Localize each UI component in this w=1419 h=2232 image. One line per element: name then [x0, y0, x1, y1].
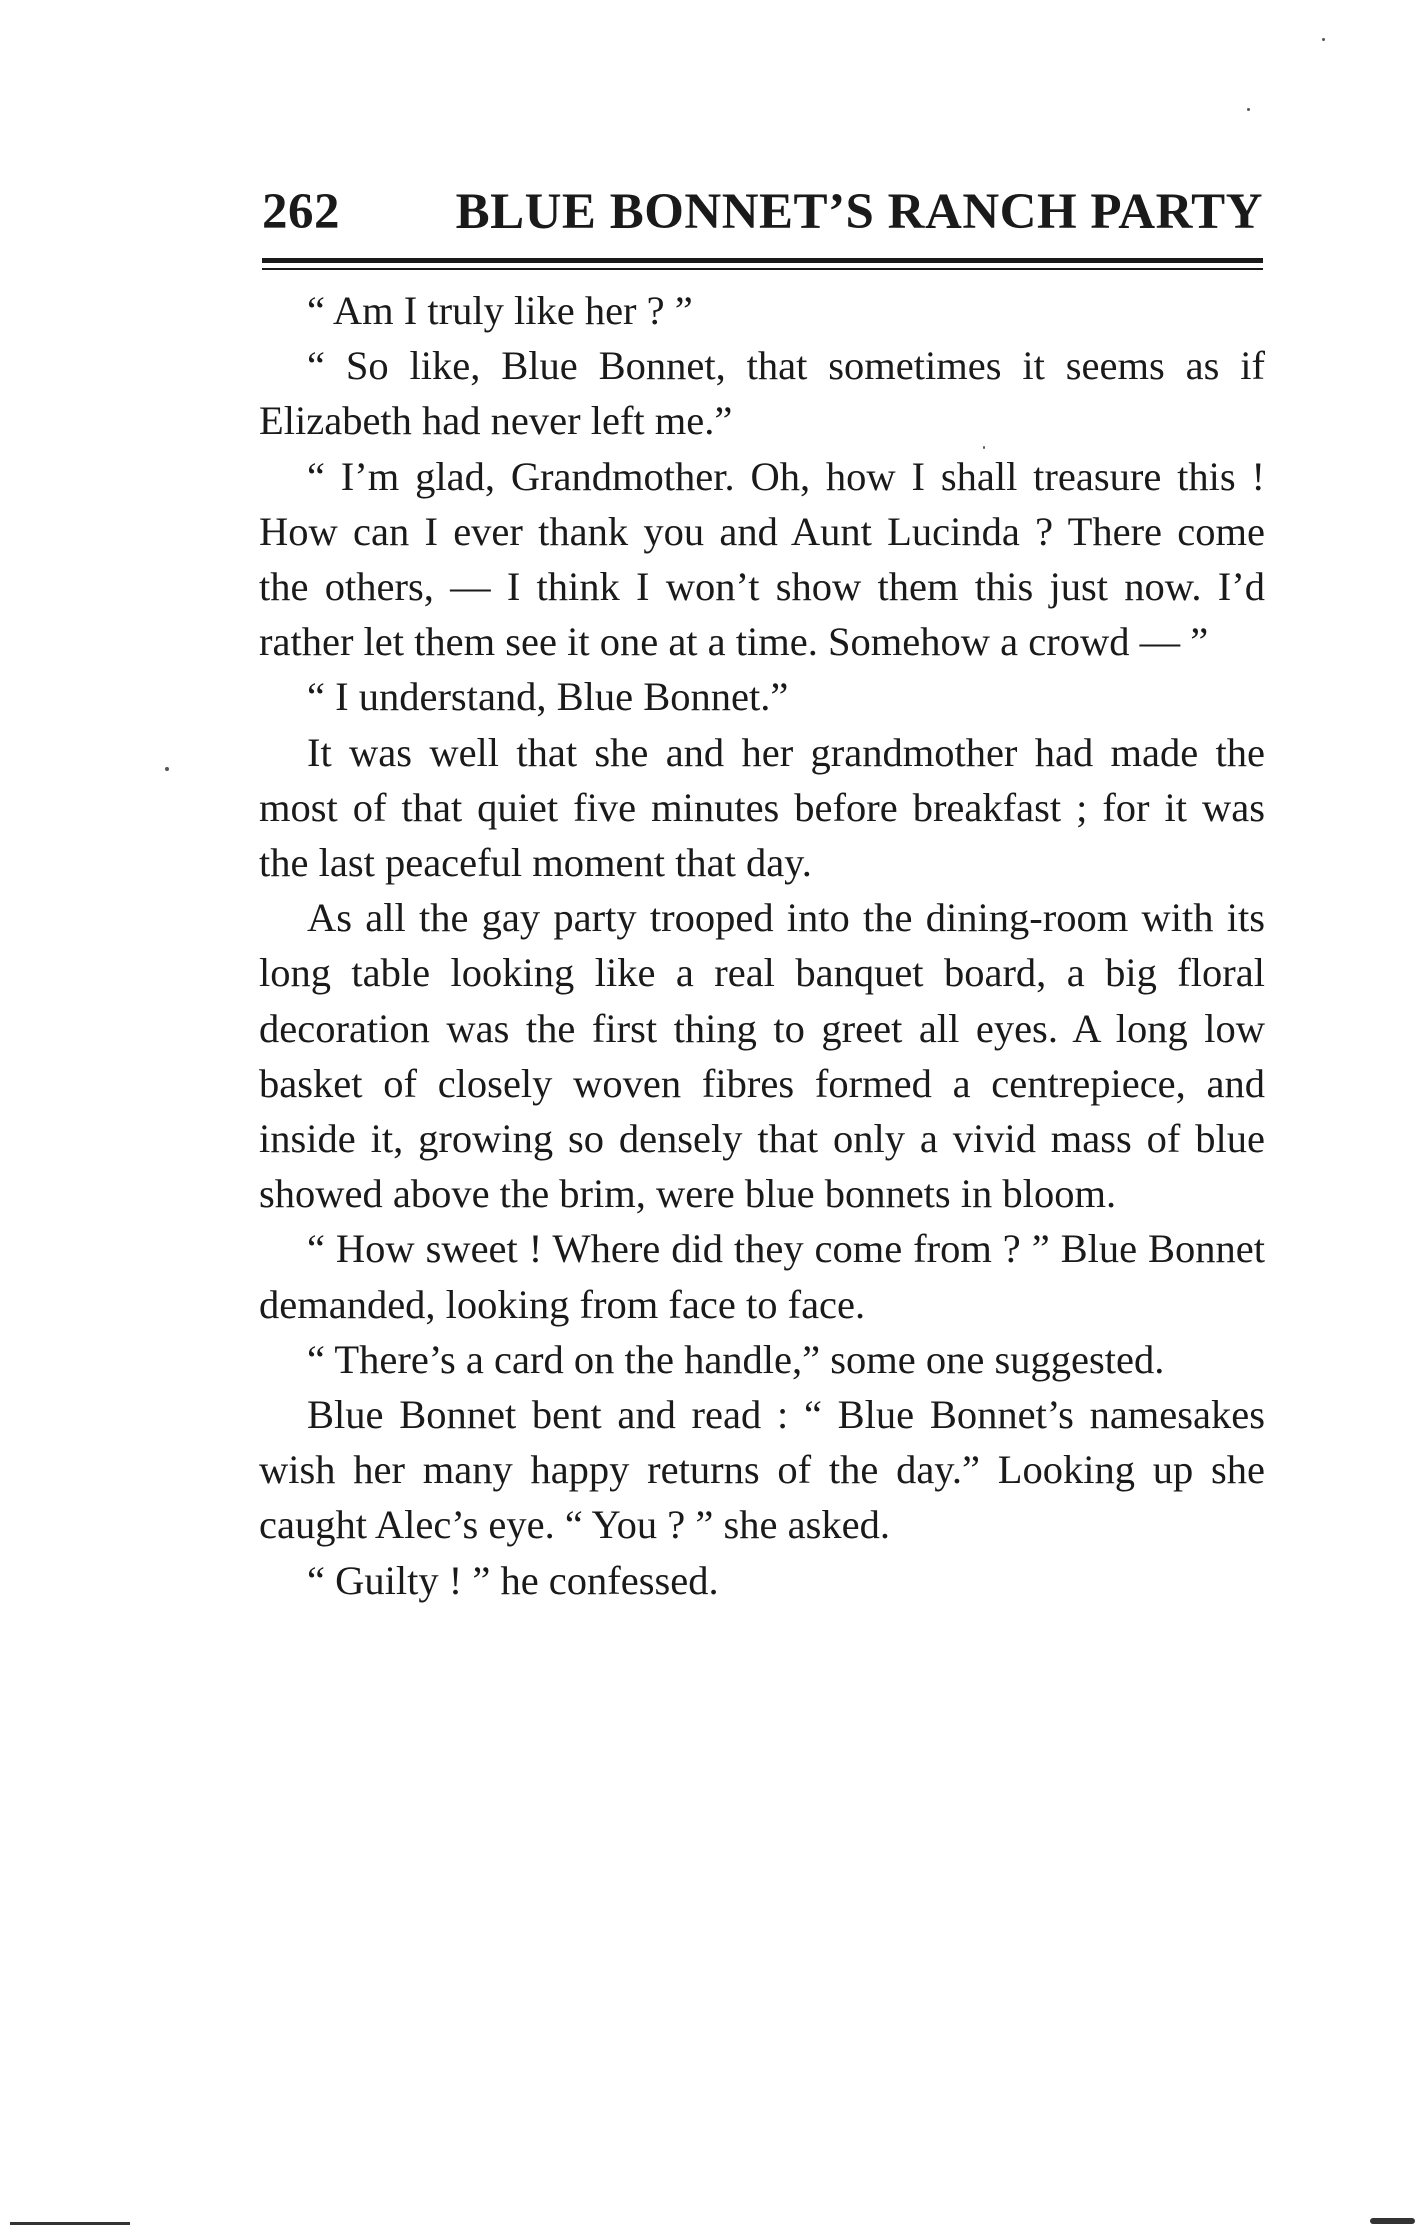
paragraph: “ I understand, Blue Bonnet.”	[307, 674, 789, 720]
paragraph: “ I’m glad, Grandmother. Oh, how I shall treasure this ! How can I ever thank you and Aunt Lucinda ? There come the others, — I think I won’t show them this just now. I’d rather let them see it one at a time. Somehow a crowd — ”	[259, 453, 1265, 665]
header-rule-thick	[262, 258, 1263, 263]
paragraph: “ How sweet ! Where did they come from ? ” Blue Bonnet demanded, looking from face to face.	[259, 1226, 1265, 1327]
scan-speck	[1322, 38, 1325, 41]
paragraph: “ Guilty ! ” he confessed.	[307, 1557, 719, 1603]
header-rule-thin	[262, 268, 1263, 270]
page-number: 262	[262, 184, 340, 240]
scan-smudge	[10, 2222, 130, 2225]
paragraph: “ There’s a card on the handle,” some one suggested.	[307, 1336, 1165, 1382]
scan-speck	[1247, 108, 1250, 111]
paragraph: As all the gay party trooped into the dining-room with its long table looking like a real banquet board, a big floral decoration was the first thing to greet all eyes. A long low basket of closely woven fibres formed a centrepiece, and inside it, growing so densely that only a vivid mass of blue showed above the brim, were blue bonnets in bloom.	[259, 895, 1265, 1217]
running-title: BLUE BONNET’S RANCH PARTY	[455, 184, 1263, 240]
scan-speck	[983, 446, 985, 449]
paragraph: “ So like, Blue Bonnet, that sometimes it seems as if Elizabeth had never left me.”	[259, 343, 1265, 444]
body-text	[259, 283, 1265, 1608]
scan-speck	[165, 767, 169, 771]
paragraph: Blue Bonnet bent and read : “ Blue Bonnet’s namesakes wish her many happy returns of the day.” Looking up she caught Alec’s eye. “ You ? ” she asked.	[259, 1392, 1265, 1548]
paragraph: “ Am I truly like her ? ”	[307, 288, 693, 333]
paragraph: It was well that she and her grandmother had made the most of that quiet five minutes before breakfast ; for it was the last peaceful moment that day.	[259, 729, 1265, 886]
running-head	[262, 183, 1263, 243]
scan-smudge	[1370, 2218, 1415, 2224]
